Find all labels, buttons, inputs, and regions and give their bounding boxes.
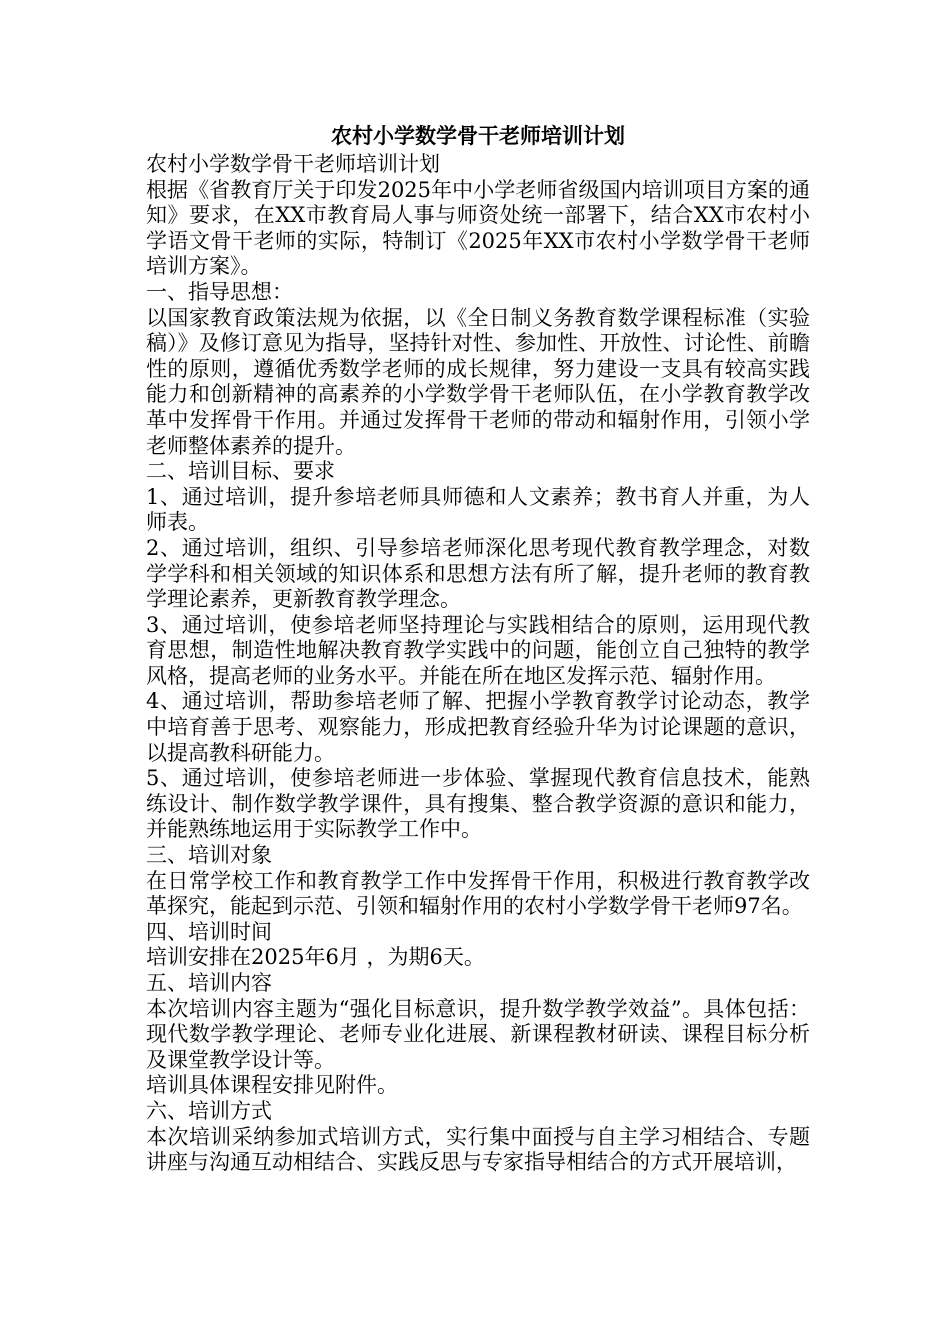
paragraph-goal-4: 4、通过培训，帮助参培老师了解、把握小学教育教学讨论动态，教学中培育善于思考、观察能力，形成把教育经验升华为讨论课题的意识，以提高教科研能力。: [146, 689, 810, 765]
paragraph-goal-5: 5、通过培训，使参培老师进一步体验、掌握现代教育信息技术，能熟练设计、制作数学教学课件，具有搜集、整合教学资源的意识和能力，并能熟练地运用于实际教学工作中。: [146, 766, 810, 842]
section-heading-training-time: 四、培训时间: [146, 919, 272, 944]
paragraph-goal-1: 1、通过培训，提升参培老师具师德和人文素养；教书育人并重，为人师表。: [146, 484, 810, 535]
paragraph-intro: 根据《省教育厅关于印发2025年中小学老师省级国内培训项目方案的通知》要求，在XX市教育局人事与师资处统一部署下，结合XX市农村小学语文骨干老师的实际，特制订《2025年XX市农村小学数学骨干老师培训方案》。: [146, 177, 810, 279]
section-heading-training-targets: 三、培训对象: [146, 843, 272, 868]
document-title: 农村小学数学骨干老师培训计划: [331, 124, 625, 148]
paragraph-subtitle: 农村小学数学骨干老师培训计划: [146, 152, 440, 176]
paragraph-guiding-ideology: 以国家教育政策法规为依据，以《全日制义务教育数学课程标准（实验稿）》及修订意见为指导，坚持针对性、参加性、开放性、讨论性、前瞻性的原则，遵循优秀数学老师的成长规律，努力建设一支具有较高实践能力和创新精神的高素养的小学数学骨干老师队伍，在小学教育教学改革中发挥骨干作用。并通过发挥骨干老师的带动和辐射作用，引领小学老师整体素养的提升。: [146, 305, 810, 458]
paragraph-schedule-note: 培训具体课程安排见附件。: [146, 1073, 398, 1098]
paragraph-training-time: 培训安排在2025年6月 ，为期6天。: [146, 945, 485, 970]
document-page: [146, 120, 810, 1176]
section-heading-guiding-ideology: 一、指导思想：: [146, 279, 293, 304]
document-body: [146, 152, 810, 1176]
paragraph-training-method: 本次培训采纳参加式培训方式，实行集中面授与自主学习相结合、专题讲座与沟通互动相结合、实践反思与专家指导相结合的方式开展培训，: [146, 1124, 810, 1175]
paragraph-training-targets: 在日常学校工作和教育教学工作中发挥骨干作用，积极进行教育教学改革探究，能起到示范、引领和辐射作用的农村小学数学骨干老师97名。: [146, 868, 810, 919]
paragraph-training-content: 本次培训内容主题为“强化目标意识，提升数学教学效益”。具体包括：现代数学教学理论、老师专业化进展、新课程教材研读、课程目标分析及课堂教学设计等。: [146, 996, 810, 1072]
section-heading-training-goals: 二、培训目标、要求: [146, 459, 335, 484]
paragraph-goal-3: 3、通过培训，使参培老师坚持理论与实践相结合的原则，运用现代教育思想，制造性地解决教育教学实践中的问题，能创立自己独特的教学风格，提高老师的业务水平。并能在所在地区发挥示范、辐射作用。: [146, 612, 810, 688]
paragraph-goal-2: 2、通过培训，组织、引导参培老师深化思考现代教育教学理念，对数学学科和相关领域的知识体系和思想方法有所了解，提升老师的教育教学理论素养，更新教育教学理念。: [146, 535, 810, 612]
section-heading-training-method: 六、培训方式: [146, 1098, 272, 1123]
section-heading-training-content: 五、培训内容: [146, 971, 272, 995]
